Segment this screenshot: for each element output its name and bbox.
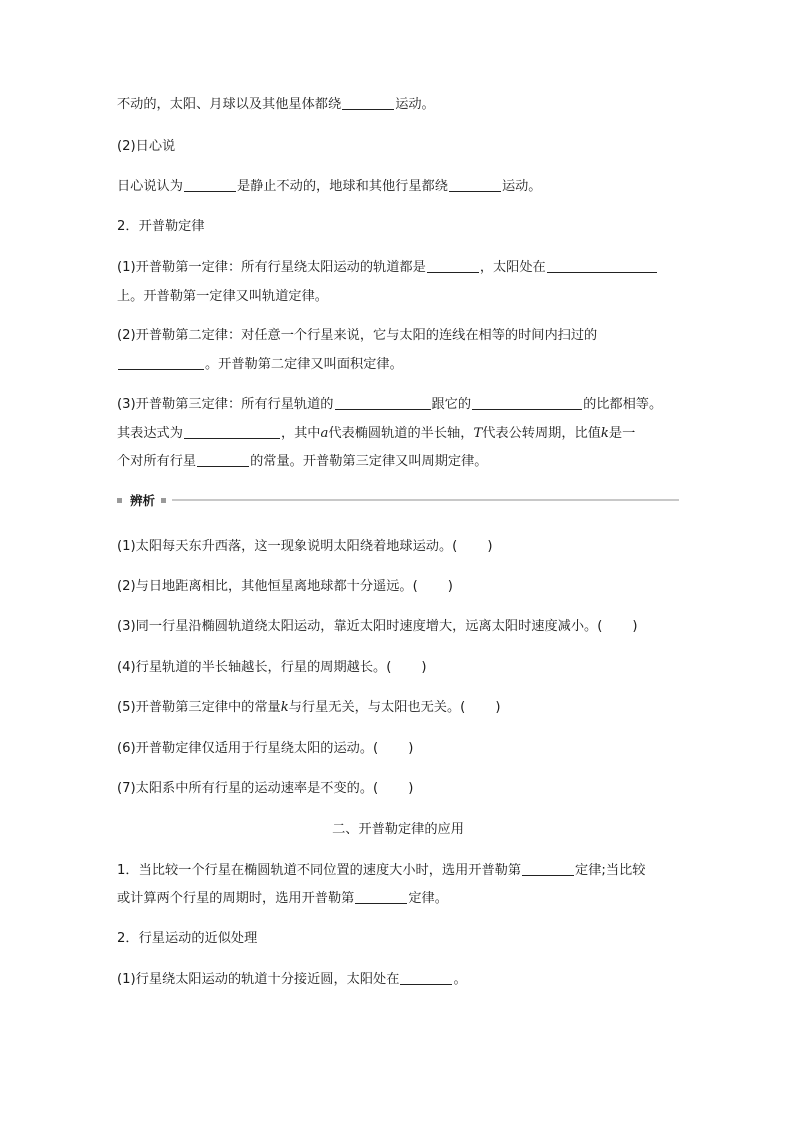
fill-blank[interactable]	[184, 178, 236, 192]
judgment-item	[117, 780, 679, 798]
heading-text: 二、开普勒定律的应用	[332, 822, 464, 837]
text-line	[117, 178, 679, 196]
text-segment: 上。开普勒第一定律又叫轨道定律。	[117, 289, 328, 304]
text-segment: 是一	[608, 426, 636, 441]
text-segment: (5)开普勒第三定律中的常量	[117, 700, 281, 715]
fill-blank[interactable]	[197, 453, 249, 467]
text-segment: )	[408, 741, 414, 756]
text-segment: )	[447, 579, 453, 594]
text-segment: (2)开普勒第二定律：对任意一个行星来说，它与太阳的连线在相等的时间内扫过的	[117, 328, 598, 343]
section-heading	[117, 821, 679, 839]
text-line	[117, 327, 679, 345]
math-variable: T	[473, 426, 483, 441]
square-bullet-icon	[161, 498, 166, 503]
text-segment: 的比都相等。	[583, 397, 663, 412]
judgment-item	[117, 740, 679, 758]
text-line	[117, 259, 679, 277]
fill-blank[interactable]	[427, 259, 479, 273]
text-line	[117, 890, 679, 908]
subheading	[117, 138, 679, 156]
text-segment: (7)太阳系中所有行星的运动速率是不变的。(	[117, 781, 379, 796]
text-segment: 。开普勒第二定律又叫面积定律。	[205, 357, 403, 372]
text-segment: 定律。	[408, 891, 448, 906]
text-segment: 或计算两个行星的周期时，选用开普勒第	[117, 891, 355, 906]
text-segment: 2．行星运动的近似处理	[117, 931, 258, 946]
subheading	[117, 930, 679, 948]
text-segment: (6)开普勒定律仅适用于行星绕太阳的运动。(	[117, 741, 379, 756]
fill-blank[interactable]	[118, 356, 204, 370]
judgment-item	[117, 618, 679, 636]
text-segment: 日心说认为	[117, 179, 183, 194]
text-line	[117, 288, 679, 306]
square-bullet-icon	[117, 498, 122, 503]
divider-line	[172, 499, 679, 501]
text-segment: (1)行星绕太阳运动的轨道十分接近圆，太阳处在	[117, 972, 400, 987]
text-segment: (4)行星轨道的半长轴越长，行星的周期越长。(	[117, 660, 392, 675]
fill-blank[interactable]	[547, 259, 657, 273]
text-line	[117, 425, 679, 443]
text-segment: 跟它的	[431, 397, 472, 412]
text-segment: (1)开普勒第一定律：所有行星绕太阳运动的轨道都是	[117, 260, 426, 275]
section-label: 辨析	[130, 493, 156, 508]
text-segment: 运动。	[395, 97, 435, 112]
subheading	[117, 218, 679, 236]
text-segment: 。	[453, 972, 467, 987]
text-line	[117, 356, 679, 374]
fill-blank[interactable]	[400, 971, 452, 985]
fill-blank[interactable]	[342, 96, 394, 110]
text-line	[117, 862, 679, 880]
judgment-item	[117, 699, 679, 717]
text-line	[117, 971, 679, 989]
text-segment: ，其中	[280, 426, 321, 441]
fill-blank[interactable]	[355, 890, 407, 904]
fill-blank[interactable]	[449, 178, 501, 192]
math-variable: k	[280, 700, 289, 715]
text-segment: (3)开普勒第三定律：所有行星轨道的	[117, 397, 334, 412]
math-variable: k	[600, 426, 609, 441]
text-segment: 1．当比较一个行星在椭圆轨道不同位置的速度大小时，选用开普勒第	[117, 863, 522, 878]
text-segment: 定律;当比较	[575, 863, 646, 878]
text-segment: )	[487, 539, 493, 554]
text-segment: 运动。	[501, 179, 542, 194]
text-segment: ，太阳处在	[479, 260, 546, 275]
fill-blank[interactable]	[184, 425, 280, 439]
text-segment: 的常量。开普勒第三定律又叫周期定律。	[250, 454, 488, 469]
judgment-item	[117, 538, 679, 556]
judgment-item	[117, 659, 679, 677]
text-line	[117, 453, 679, 471]
text-segment: (3)同一行星沿椭圆轨道绕太阳运动，靠近太阳时速度增大，远离太阳时速度减小。(	[117, 619, 603, 634]
text-segment: 其表达式为	[117, 426, 183, 441]
fill-blank[interactable]	[472, 396, 582, 410]
text-segment: (1)太阳每天东升西落，这一现象说明太阳绕着地球运动。(	[117, 539, 458, 554]
text-segment: )	[495, 700, 501, 715]
text-segment: )	[421, 660, 427, 675]
section-divider	[117, 493, 679, 507]
text-segment: 是静止不动的，地球和其他行星都绕	[236, 179, 448, 194]
text-line	[117, 96, 679, 114]
text-segment: 代表椭圆轨道的半长轴，	[328, 426, 474, 441]
text-segment: 个对所有行星	[117, 454, 197, 469]
text-segment: )	[408, 781, 414, 796]
text-segment: 代表公转周期，比值	[482, 426, 601, 441]
text-segment: 2．开普勒定律	[117, 219, 205, 234]
text-segment: (2)日心说	[117, 139, 176, 154]
text-segment: 不动的，太阳、月球以及其他星体都绕	[117, 97, 342, 112]
text-segment: 与行星无关，与太阳也无关。(	[288, 700, 466, 715]
math-variable: a	[320, 426, 329, 441]
fill-blank[interactable]	[522, 862, 574, 876]
judgment-item	[117, 578, 679, 596]
fill-blank[interactable]	[335, 396, 431, 410]
text-line	[117, 396, 679, 414]
text-segment: (2)与日地距离相比，其他恒星离地球都十分遥远。(	[117, 579, 418, 594]
text-segment: )	[632, 619, 638, 634]
